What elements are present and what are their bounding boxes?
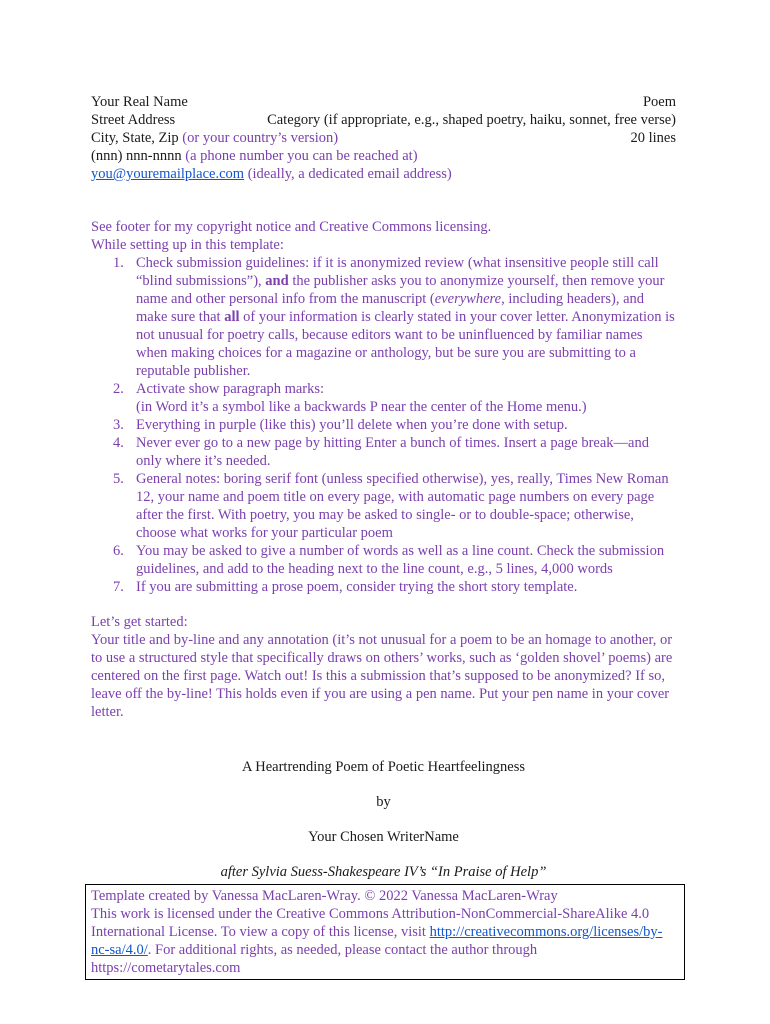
email-line bbox=[91, 165, 676, 183]
form-label: Poem bbox=[642, 94, 676, 110]
list-item: 4. Never ever go to a new page by hitting Enter a bunch of times. Insert a page break—and only where it’s needed. bbox=[113, 435, 649, 469]
city-note: (or your country’s version) bbox=[182, 130, 339, 146]
phone-line bbox=[91, 147, 676, 165]
footer-license-box bbox=[85, 884, 685, 980]
city-line bbox=[91, 129, 338, 147]
intro-line-1: See footer for my copyright notice and Creative Commons licensing. bbox=[91, 219, 492, 235]
street-address: Street Address bbox=[91, 112, 176, 128]
poem-title: A Heartrending Poem of Poetic Heartfeelingness bbox=[241, 759, 526, 775]
list-item: 2. Activate show paragraph marks: (in Word it’s a symbol like a backwards P near the center of the Home menu.) bbox=[113, 381, 587, 415]
list-item: 1. Check submission guidelines: if it is anonymized review (what insensitive people still call “blind submissions”), and the publisher asks you to anonymize yourself, then remove your name and other personal info from the manuscript (everywhere, including headers), and make sure that all of your information is clearly stated in your cover letter. Anonymization is not unusual for poetry calls, because editors want to be uninfluenced by familiar names when making choices for a magazine or anthology, but be sure you are submitting to a reputable publisher. bbox=[113, 255, 675, 379]
setup-instructions bbox=[91, 218, 676, 721]
list-item: 6. You may be asked to give a number of words as well as a line count. Check the submission guidelines, and add to the heading next to the line count, e.g., 5 lines, 4,000 words bbox=[113, 543, 665, 577]
dedication: after Sylvia Suess-Shakespeare IV’s “In Praise of Help” bbox=[220, 864, 547, 880]
author-name: Your Real Name bbox=[91, 94, 188, 110]
list-number: 7. bbox=[113, 579, 124, 595]
author-byline: Your Chosen WriterName bbox=[308, 829, 459, 845]
list-item: 5. General notes: boring serif font (unless specified otherwise), yes, really, Times New Roman 12, your name and poem title on every page, with automatic page numbers on every page after the first. With poetry, you may be asked to single- or to double-space; otherwise, choose what works for your particular poem bbox=[113, 471, 669, 541]
instructions-list bbox=[91, 254, 676, 596]
footer-license: This work is licensed under the Creative Commons Attribution-NonCommercial-ShareAlike 4.0 International License. To view a copy of this license, visit http://creativecommons.org/licenses/by-nc-sa/4.0/. For additional rights, as needed, please contact the author through https://cometarytales.com bbox=[91, 906, 663, 976]
header-row-3 bbox=[91, 129, 676, 147]
list-number: 2. bbox=[113, 381, 124, 397]
footer-credit: Template created by Vanessa MacLaren-Wray. © 2022 Vanessa MacLaren-Wray bbox=[91, 888, 558, 904]
header-row-1 bbox=[91, 93, 676, 111]
list-number: 5. bbox=[113, 471, 124, 487]
intro-line-2: While setting up in this template: bbox=[91, 237, 284, 253]
phone-note: (a phone number you can be reached at) bbox=[185, 148, 418, 164]
list-item: 7. If you are submitting a prose poem, consider trying the short story template. bbox=[113, 579, 578, 595]
list-number: 4. bbox=[113, 435, 124, 451]
start-paragraph: Your title and by-line and any annotation (it’s not unusual for a poem to be an homage to another, or to use a structured style that specifically draws on others’ works, such as ‘golden shovel’ poems) are centered on the first page. Watch out! Is this a submission that’s supposed to be anonymized? If so, leave off the by-line! This holds even if you are using a pen name. Put your pen name in your cover letter. bbox=[91, 632, 673, 720]
license-link[interactable]: http://creativecommons.org/licenses/by-nc-sa/4.0/ bbox=[91, 924, 663, 958]
contact-header bbox=[91, 93, 676, 183]
phone-number: (nnn) nnn-nnnn bbox=[91, 148, 182, 164]
list-number: 6. bbox=[113, 543, 124, 559]
byline-label: by bbox=[376, 794, 391, 810]
category-label: Category (if appropriate, e.g., shaped poetry, haiku, sonnet, free verse) bbox=[267, 112, 676, 128]
list-number: 3. bbox=[113, 417, 124, 433]
email-link[interactable]: you@youremailplace.com bbox=[91, 166, 245, 182]
email-note: (ideally, a dedicated email address) bbox=[247, 166, 452, 182]
list-number: 1. bbox=[113, 255, 124, 271]
start-heading: Let’s get started: bbox=[91, 614, 188, 630]
poem-title-block bbox=[91, 758, 676, 881]
header-row-2 bbox=[91, 111, 676, 129]
city-state-zip: City, State, Zip bbox=[91, 130, 179, 146]
list-item: 3. Everything in purple (like this) you’ll delete when you’re done with setup. bbox=[113, 417, 568, 433]
document-page bbox=[91, 93, 676, 881]
line-count: 20 lines bbox=[630, 130, 676, 146]
